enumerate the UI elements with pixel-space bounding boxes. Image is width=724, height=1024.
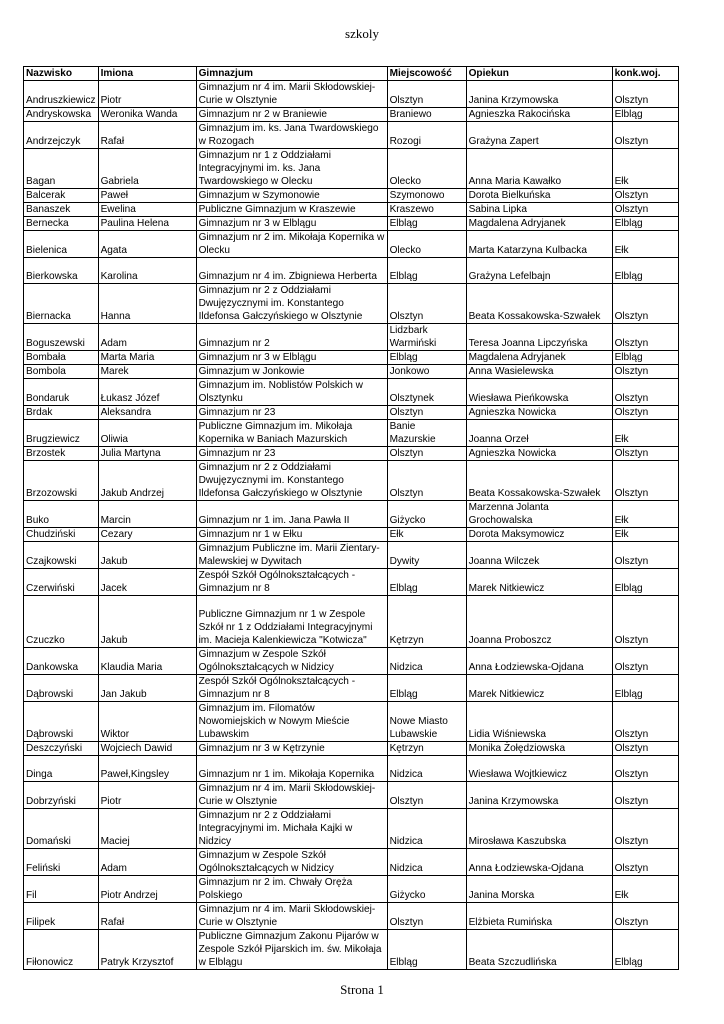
cell-surname: Brzozowski <box>24 461 99 501</box>
cell-first-names: Karolina <box>98 258 196 284</box>
cell-region: Olsztyn <box>612 284 678 324</box>
cell-surname: Buko <box>24 501 99 528</box>
cell-tutor: Magdalena Adryjanek <box>466 217 612 231</box>
cell-school: Gimnazjum nr 4 im. Marii Skłodowskiej-Curie w Olsztynie <box>196 903 387 930</box>
cell-surname: Fiłonowicz <box>24 930 99 970</box>
table-row <box>24 406 679 420</box>
cell-region: Ełk <box>612 231 678 258</box>
table-row <box>24 742 679 756</box>
cell-surname: Andrzejczyk <box>24 122 99 149</box>
cell-tutor: Joanna Orzeł <box>466 420 612 447</box>
cell-surname: Czuczko <box>24 596 99 648</box>
cell-town: Olsztyn <box>387 81 466 108</box>
cell-tutor: Agnieszka Rakocińska <box>466 108 612 122</box>
cell-first-names: Weronika Wanda <box>98 108 196 122</box>
cell-school: Gimnazjum nr 1 im. Mikołaja Kopernika <box>196 756 387 782</box>
cell-tutor: Wiesława Wojtkiewicz <box>466 756 612 782</box>
cell-town: Olsztyn <box>387 903 466 930</box>
table-row <box>24 702 679 742</box>
cell-surname: Bondaruk <box>24 379 99 406</box>
cell-surname: Biernacka <box>24 284 99 324</box>
cell-school: Gimnazjum nr 4 im. Marii Skłodowskiej-Curie w Olsztynie <box>196 782 387 809</box>
cell-region: Olsztyn <box>612 849 678 876</box>
cell-region: Olsztyn <box>612 447 678 461</box>
cell-tutor: Marek Nitkiewicz <box>466 569 612 596</box>
cell-school: Publiczne Gimnazjum Zakonu Pijarów w Zespole Szkół Pijarskich im. św. Mikołaja w Elblągu <box>196 930 387 970</box>
table-row <box>24 284 679 324</box>
cell-tutor: Dorota Bielkuńska <box>466 189 612 203</box>
cell-town: Elbląg <box>387 930 466 970</box>
cell-surname: Balcerak <box>24 189 99 203</box>
schools-table <box>23 66 679 970</box>
cell-tutor: Monika Żołędziowska <box>466 742 612 756</box>
table-row <box>24 782 679 809</box>
cell-first-names: Łukasz Józef <box>98 379 196 406</box>
cell-first-names: Adam <box>98 849 196 876</box>
cell-surname: Fil <box>24 876 99 903</box>
cell-region: Olsztyn <box>612 782 678 809</box>
cell-school: Gimnazjum nr 3 w Kętrzynie <box>196 742 387 756</box>
cell-town: Olsztynek <box>387 379 466 406</box>
cell-surname: Andruszkiewicz <box>24 81 99 108</box>
cell-town: Szymonowo <box>387 189 466 203</box>
cell-surname: Bombola <box>24 365 99 379</box>
cell-region: Ełk <box>612 501 678 528</box>
cell-region: Olsztyn <box>612 81 678 108</box>
cell-surname: Feliński <box>24 849 99 876</box>
cell-first-names: Gabriela <box>98 149 196 189</box>
cell-first-names: Piotr <box>98 782 196 809</box>
column-header-region: konk.woj. <box>612 67 678 81</box>
cell-tutor: Janina Krzymowska <box>466 81 612 108</box>
cell-surname: Deszczyński <box>24 742 99 756</box>
cell-tutor: Beata Kossakowska-Szwałek <box>466 461 612 501</box>
cell-school: Gimnazjum nr 23 <box>196 447 387 461</box>
cell-town: Olsztyn <box>387 447 466 461</box>
cell-first-names: Wiktor <box>98 702 196 742</box>
cell-first-names: Piotr <box>98 81 196 108</box>
cell-tutor: Lidia Wiśniewska <box>466 702 612 742</box>
cell-first-names: Jakub <box>98 542 196 569</box>
table-row <box>24 189 679 203</box>
table-row <box>24 258 679 284</box>
cell-region: Olsztyn <box>612 122 678 149</box>
cell-school: Gimnazjum nr 4 im. Zbigniewa Herberta <box>196 258 387 284</box>
cell-region: Elbląg <box>612 217 678 231</box>
cell-surname: Dobrzyński <box>24 782 99 809</box>
cell-first-names: Hanna <box>98 284 196 324</box>
cell-town: Nidzica <box>387 756 466 782</box>
cell-school: Zespół Szkół Ogólnokształcących - Gimnazjum nr 8 <box>196 569 387 596</box>
cell-tutor: Sabina Lipka <box>466 203 612 217</box>
cell-region: Olsztyn <box>612 365 678 379</box>
cell-first-names: Paulina Helena <box>98 217 196 231</box>
table-row <box>24 149 679 189</box>
cell-first-names: Wojciech Dawid <box>98 742 196 756</box>
cell-surname: Bierkowska <box>24 258 99 284</box>
cell-town: Elbląg <box>387 351 466 365</box>
cell-region: Elbląg <box>612 258 678 284</box>
cell-surname: Bombała <box>24 351 99 365</box>
cell-school: Gimnazjum w Szymonowie <box>196 189 387 203</box>
cell-tutor: Marzenna Jolanta Grochowalska <box>466 501 612 528</box>
cell-town: Elbląg <box>387 258 466 284</box>
cell-first-names: Agata <box>98 231 196 258</box>
cell-school: Publiczne Gimnazjum im. Mikołaja Kopernika w Baniach Mazurskich <box>196 420 387 447</box>
cell-town: Giżycko <box>387 501 466 528</box>
table-row <box>24 379 679 406</box>
cell-surname: Andryskowska <box>24 108 99 122</box>
table-row <box>24 809 679 849</box>
cell-surname: Banaszek <box>24 203 99 217</box>
cell-town: Giżycko <box>387 876 466 903</box>
cell-region: Ełk <box>612 876 678 903</box>
cell-region: Elbląg <box>612 108 678 122</box>
page-title: szkoly <box>345 26 379 41</box>
cell-region: Olsztyn <box>612 756 678 782</box>
cell-tutor: Grażyna Zapert <box>466 122 612 149</box>
cell-town: Olsztyn <box>387 406 466 420</box>
cell-first-names: Paweł <box>98 189 196 203</box>
cell-school: Gimnazjum nr 2 z Oddziałami Dwujęzycznymi im. Konstantego Ildefonsa Gałczyńskiego w Olsztynie <box>196 284 387 324</box>
cell-surname: Dąbrowski <box>24 675 99 702</box>
table-row <box>24 756 679 782</box>
cell-region: Elbląg <box>612 675 678 702</box>
cell-tutor: Joanna Proboszcz <box>466 596 612 648</box>
cell-town: Kraszewo <box>387 203 466 217</box>
table-row <box>24 122 679 149</box>
cell-region: Ełk <box>612 420 678 447</box>
cell-town: Olsztyn <box>387 461 466 501</box>
cell-first-names: Marta Maria <box>98 351 196 365</box>
cell-tutor: Beata Kossakowska-Szwałek <box>466 284 612 324</box>
cell-region: Elbląg <box>612 930 678 970</box>
cell-town: Elbląg <box>387 675 466 702</box>
cell-region: Ełk <box>612 528 678 542</box>
cell-surname: Czerwiński <box>24 569 99 596</box>
cell-school: Gimnazjum Publiczne im. Marii Zientary-Malewskiej w Dywitach <box>196 542 387 569</box>
table-row <box>24 351 679 365</box>
cell-town: Kętrzyn <box>387 596 466 648</box>
cell-tutor: Teresa Joanna Lipczyńska <box>466 324 612 351</box>
cell-town: Nidzica <box>387 849 466 876</box>
table-row <box>24 930 679 970</box>
cell-surname: Bernecka <box>24 217 99 231</box>
cell-region: Olsztyn <box>612 809 678 849</box>
column-header-first-names: Imiona <box>98 67 196 81</box>
column-header-town: Miejscowość <box>387 67 466 81</box>
table-row <box>24 447 679 461</box>
cell-school: Gimnazjum w Jonkowie <box>196 365 387 379</box>
cell-surname: Czajkowski <box>24 542 99 569</box>
cell-town: Kętrzyn <box>387 742 466 756</box>
cell-first-names: Jan Jakub <box>98 675 196 702</box>
cell-tutor: Janina Morska <box>466 876 612 903</box>
table-row <box>24 217 679 231</box>
cell-surname: Bagan <box>24 149 99 189</box>
cell-region: Olsztyn <box>612 596 678 648</box>
cell-tutor: Marta Katarzyna Kulbacka <box>466 231 612 258</box>
column-header-school: Gimnazjum <box>196 67 387 81</box>
cell-first-names: Ewelina <box>98 203 196 217</box>
cell-town: Nidzica <box>387 809 466 849</box>
cell-tutor: Anna Łodziewska-Ojdana <box>466 648 612 675</box>
cell-region: Elbląg <box>612 351 678 365</box>
table-row <box>24 365 679 379</box>
table-row <box>24 876 679 903</box>
cell-school: Gimnazjum nr 3 w Elblągu <box>196 351 387 365</box>
cell-town: Elbląg <box>387 217 466 231</box>
table-row <box>24 648 679 675</box>
cell-town: Banie Mazurskie <box>387 420 466 447</box>
cell-region: Olsztyn <box>612 189 678 203</box>
cell-school: Gimnazjum im. Filomatów Nowomiejskich w Nowym Mieście Lubawskim <box>196 702 387 742</box>
cell-tutor: Anna Wasielewska <box>466 365 612 379</box>
cell-town: Dywity <box>387 542 466 569</box>
cell-first-names: Jacek <box>98 569 196 596</box>
column-header-tutor: Opiekun <box>466 67 612 81</box>
cell-tutor: Joanna Wilczek <box>466 542 612 569</box>
table-row <box>24 203 679 217</box>
table-row <box>24 461 679 501</box>
cell-town: Elbląg <box>387 569 466 596</box>
cell-town: Jonkowo <box>387 365 466 379</box>
cell-first-names: Paweł,Kingsley <box>98 756 196 782</box>
cell-region: Olsztyn <box>612 742 678 756</box>
table-row <box>24 903 679 930</box>
cell-surname: Brugziewicz <box>24 420 99 447</box>
cell-school: Gimnazjum nr 2 <box>196 324 387 351</box>
table-row <box>24 324 679 351</box>
cell-school: Gimnazjum nr 2 im. Chwały Oręża Polskiego <box>196 876 387 903</box>
cell-tutor: Dorota Maksymowicz <box>466 528 612 542</box>
cell-first-names: Julia Martyna <box>98 447 196 461</box>
cell-first-names: Cezary <box>98 528 196 542</box>
cell-tutor: Agnieszka Nowicka <box>466 447 612 461</box>
table-row <box>24 849 679 876</box>
cell-surname: Filipek <box>24 903 99 930</box>
table-row <box>24 81 679 108</box>
cell-tutor: Magdalena Adryjanek <box>466 351 612 365</box>
cell-region: Olsztyn <box>612 542 678 569</box>
cell-town: Ełk <box>387 528 466 542</box>
table-header-row <box>24 67 679 81</box>
cell-surname: Brdak <box>24 406 99 420</box>
table-row <box>24 231 679 258</box>
cell-region: Olsztyn <box>612 379 678 406</box>
cell-first-names: Piotr Andrzej <box>98 876 196 903</box>
cell-school: Gimnazjum nr 2 z Oddziałami Dwujęzycznymi im. Konstantego Ildefonsa Gałczyńskiego w Olsztynie <box>196 461 387 501</box>
cell-region: Olsztyn <box>612 324 678 351</box>
cell-school: Gimnazjum nr 2 z Oddziałami Integracyjnymi im. Michała Kajki w Nidzicy <box>196 809 387 849</box>
cell-school: Gimnazjum im. ks. Jana Twardowskiego w Rozogach <box>196 122 387 149</box>
cell-school: Gimnazjum nr 1 w Ełku <box>196 528 387 542</box>
cell-first-names: Klaudia Maria <box>98 648 196 675</box>
cell-school: Gimnazjum nr 3 w Elblągu <box>196 217 387 231</box>
cell-surname: Dąbrowski <box>24 702 99 742</box>
cell-town: Olecko <box>387 231 466 258</box>
table-row <box>24 420 679 447</box>
cell-region: Olsztyn <box>612 406 678 420</box>
cell-first-names: Aleksandra <box>98 406 196 420</box>
table-row <box>24 675 679 702</box>
cell-first-names: Jakub Andrzej <box>98 461 196 501</box>
cell-surname: Boguszewski <box>24 324 99 351</box>
cell-region: Olsztyn <box>612 903 678 930</box>
cell-first-names: Oliwia <box>98 420 196 447</box>
cell-town: Rozogi <box>387 122 466 149</box>
cell-surname: Dankowska <box>24 648 99 675</box>
cell-school: Gimnazjum nr 4 im. Marii Skłodowskiej-Curie w Olsztynie <box>196 81 387 108</box>
cell-school: Gimnazjum nr 23 <box>196 406 387 420</box>
cell-first-names: Marcin <box>98 501 196 528</box>
cell-region: Olsztyn <box>612 702 678 742</box>
table-row <box>24 596 679 648</box>
cell-town: Nidzica <box>387 648 466 675</box>
cell-first-names: Jakub <box>98 596 196 648</box>
cell-tutor: Grażyna Lefelbajn <box>466 258 612 284</box>
table-row <box>24 542 679 569</box>
cell-school: Gimnazjum nr 2 im. Mikołaja Kopernika w Olecku <box>196 231 387 258</box>
cell-school: Gimnazjum w Zespole Szkół Ogólnokształcących w Nidzicy <box>196 648 387 675</box>
cell-school: Publiczne Gimnazjum nr 1 w Zespole Szkół nr 1 z Oddziałami Integracyjnymi im. Macieja Kalenkiewicza "Kotwicza" <box>196 596 387 648</box>
cell-surname: Domański <box>24 809 99 849</box>
cell-first-names: Rafał <box>98 122 196 149</box>
cell-first-names: Adam <box>98 324 196 351</box>
cell-school: Gimnazjum w Zespole Szkół Ogólnokształcących w Nidzicy <box>196 849 387 876</box>
cell-first-names: Marek <box>98 365 196 379</box>
cell-town: Braniewo <box>387 108 466 122</box>
cell-tutor: Beata Szczudlińska <box>466 930 612 970</box>
cell-region: Elbląg <box>612 569 678 596</box>
cell-first-names: Rafał <box>98 903 196 930</box>
cell-tutor: Agnieszka Nowicka <box>466 406 612 420</box>
cell-school: Gimnazjum im. Noblistów Polskich w Olsztynku <box>196 379 387 406</box>
cell-tutor: Janina Krzymowska <box>466 782 612 809</box>
column-header-surname: Nazwisko <box>24 67 99 81</box>
cell-surname: Brzostek <box>24 447 99 461</box>
cell-school: Gimnazjum nr 1 z Oddziałami Integracyjnymi im. ks. Jana Twardowskiego w Olecku <box>196 149 387 189</box>
cell-tutor: Elżbieta Rumińska <box>466 903 612 930</box>
cell-tutor: Anna Maria Kawałko <box>466 149 612 189</box>
cell-first-names: Patryk Krzysztof <box>98 930 196 970</box>
cell-region: Olsztyn <box>612 203 678 217</box>
cell-region: Olsztyn <box>612 648 678 675</box>
table-row <box>24 569 679 596</box>
cell-school: Gimnazjum nr 1 im. Jana Pawła II <box>196 501 387 528</box>
cell-tutor: Mirosława Kaszubska <box>466 809 612 849</box>
cell-surname: Bielenica <box>24 231 99 258</box>
cell-town: Lidzbark Warmiński <box>387 324 466 351</box>
cell-region: Olsztyn <box>612 461 678 501</box>
cell-tutor: Marek Nitkiewicz <box>466 675 612 702</box>
cell-tutor: Anna Łodziewska-Ojdana <box>466 849 612 876</box>
cell-town: Olsztyn <box>387 782 466 809</box>
cell-town: Olecko <box>387 149 466 189</box>
cell-region: Ełk <box>612 149 678 189</box>
cell-first-names: Maciej <box>98 809 196 849</box>
cell-surname: Chudziński <box>24 528 99 542</box>
cell-tutor: Wiesława Pieńkowska <box>466 379 612 406</box>
cell-school: Publiczne Gimnazjum w Kraszewie <box>196 203 387 217</box>
page-number: Strona 1 <box>340 982 384 997</box>
table-row <box>24 528 679 542</box>
table-row <box>24 108 679 122</box>
cell-school: Zespół Szkół Ogólnokształcących - Gimnazjum nr 8 <box>196 675 387 702</box>
cell-surname: Dinga <box>24 756 99 782</box>
cell-school: Gimnazjum nr 2 w Braniewie <box>196 108 387 122</box>
table-row <box>24 501 679 528</box>
cell-town: Nowe Miasto Lubawskie <box>387 702 466 742</box>
cell-town: Olsztyn <box>387 284 466 324</box>
